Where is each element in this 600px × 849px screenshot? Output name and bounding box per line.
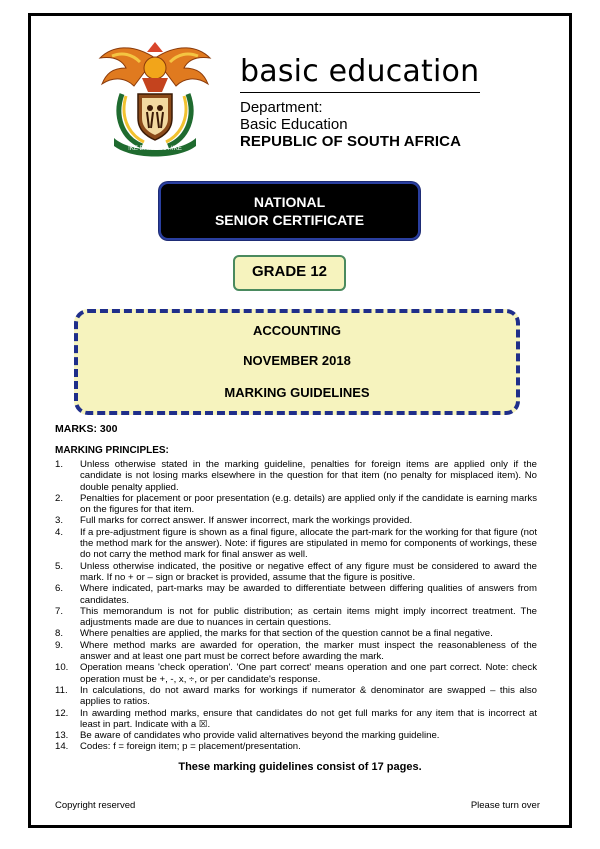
certificate-banner [159, 182, 420, 240]
item-text: This memorandum is not for public distribution; as certain items might imply incorrect treatment. The adjustments made are due to nuances in certain questions. [80, 605, 537, 629]
list-item [55, 606, 537, 629]
item-number: 10. [55, 662, 69, 674]
certificate-line-1: NATIONAL [253, 194, 326, 210]
item-number: 1. [55, 459, 64, 470]
item-text: Be aware of candidates who provide valid alternatives beyond the marking guideline. [80, 730, 440, 742]
list-item [55, 662, 537, 685]
item-number: 5. [55, 560, 64, 572]
page-count-note: These marking guidelines consist of 17 pages. [178, 761, 422, 773]
list-item [55, 459, 537, 493]
grade-badge: GRADE 12 [233, 255, 346, 291]
document-type: MARKING GUIDELINES [224, 385, 370, 400]
department-label: Department: [240, 99, 323, 116]
list-item [55, 741, 537, 752]
country-name: REPUBLIC OF SOUTH AFRICA [240, 133, 462, 150]
turn-over-note: Please turn over [470, 800, 540, 811]
list-item [55, 640, 537, 663]
subject-box [74, 309, 520, 415]
copyright-notice: Copyright reserved [55, 800, 136, 811]
item-number: 11. [55, 684, 68, 696]
item-text: Where penalties are applied, the marks for that section of the question cannot be a final negative. [80, 628, 493, 640]
list-item [55, 685, 537, 708]
item-number: 6. [55, 583, 64, 595]
item-text: Unless otherwise stated in the marking guideline, penalties for foreign items are applied only if the candidate is not losing marks elsewhere in the question for that item (no penalty for misplaced item). No double penalty applied. [80, 459, 537, 493]
list-item [55, 515, 537, 526]
item-number: 14. [55, 741, 69, 753]
list-item [55, 583, 537, 606]
principles-list [55, 459, 537, 753]
item-number: 9. [55, 639, 64, 651]
exam-session: NOVEMBER 2018 [243, 353, 351, 368]
item-number: 8. [55, 628, 64, 640]
list-item [55, 628, 537, 639]
department-name: Basic Education [240, 116, 348, 133]
item-text: In calculations, do not award marks for workings if numerator & denominator are swapped – this also applies to ratios. [80, 684, 537, 708]
item-text: Unless otherwise indicated, the positive or negative effect of any figure must be considered to award the mark. If no + or – sign or bracket is provided, assume that the figure is positive. [80, 560, 537, 583]
total-marks: MARKS: 300 [55, 423, 118, 435]
item-number: 3. [55, 515, 64, 527]
certificate-line-2: SENIOR CERTIFICATE [214, 212, 365, 228]
list-item [55, 708, 537, 731]
item-text: Operation means 'check operation'. 'One part correct' means operation and one part correct. Note: check operation must be +, -, x, ÷, or per candidate's response. [80, 662, 537, 685]
item-number: 2. [55, 492, 64, 504]
list-item [55, 561, 537, 584]
item-number: 7. [55, 605, 64, 617]
list-item [55, 730, 537, 741]
coat-of-arms-logo [92, 38, 218, 158]
item-number: 4. [55, 526, 64, 538]
list-item [55, 527, 537, 561]
item-text: Where indicated, part-marks may be awarded to differentiate between differing qualities of answers from candidates. [80, 583, 537, 606]
subject-title: ACCOUNTING [252, 323, 342, 338]
item-number: 13. [55, 730, 69, 742]
department-branding [240, 56, 490, 151]
item-text: Where method marks are awarded for operation, the marker must inspect the reasonableness of the answer and at least one part must be correct before awarding the mark. [80, 639, 537, 663]
item-text: Penalties for placement or poor presentation (e.g. details) are applied only if the candidate is earning marks on the figures for that item. [80, 492, 537, 516]
crest-motto: !KE E: /XARRA //KE [128, 146, 182, 152]
item-text: In awarding method marks, ensure that candidates do not get full marks for any item that is incorrect at least in part. Indicate with a ☒. [80, 707, 537, 730]
item-text: Codes: f = foreign item; p = placement/presentation. [80, 741, 301, 753]
item-text: If a pre-adjustment figure is shown as a final figure, allocate the part-mark for the working for that figure (not the method mark for the answer). Note: if figures are stipulated in memo for components of workings, these do not carry the method mark for final answer as well. [80, 526, 537, 561]
item-number: 12. [55, 707, 69, 719]
item-text: Full marks for correct answer. If answer incorrect, mark the workings provided. [80, 515, 413, 527]
brand-title: basic education [240, 56, 480, 93]
principles-heading: MARKING PRINCIPLES: [55, 445, 169, 456]
list-item [55, 493, 537, 516]
